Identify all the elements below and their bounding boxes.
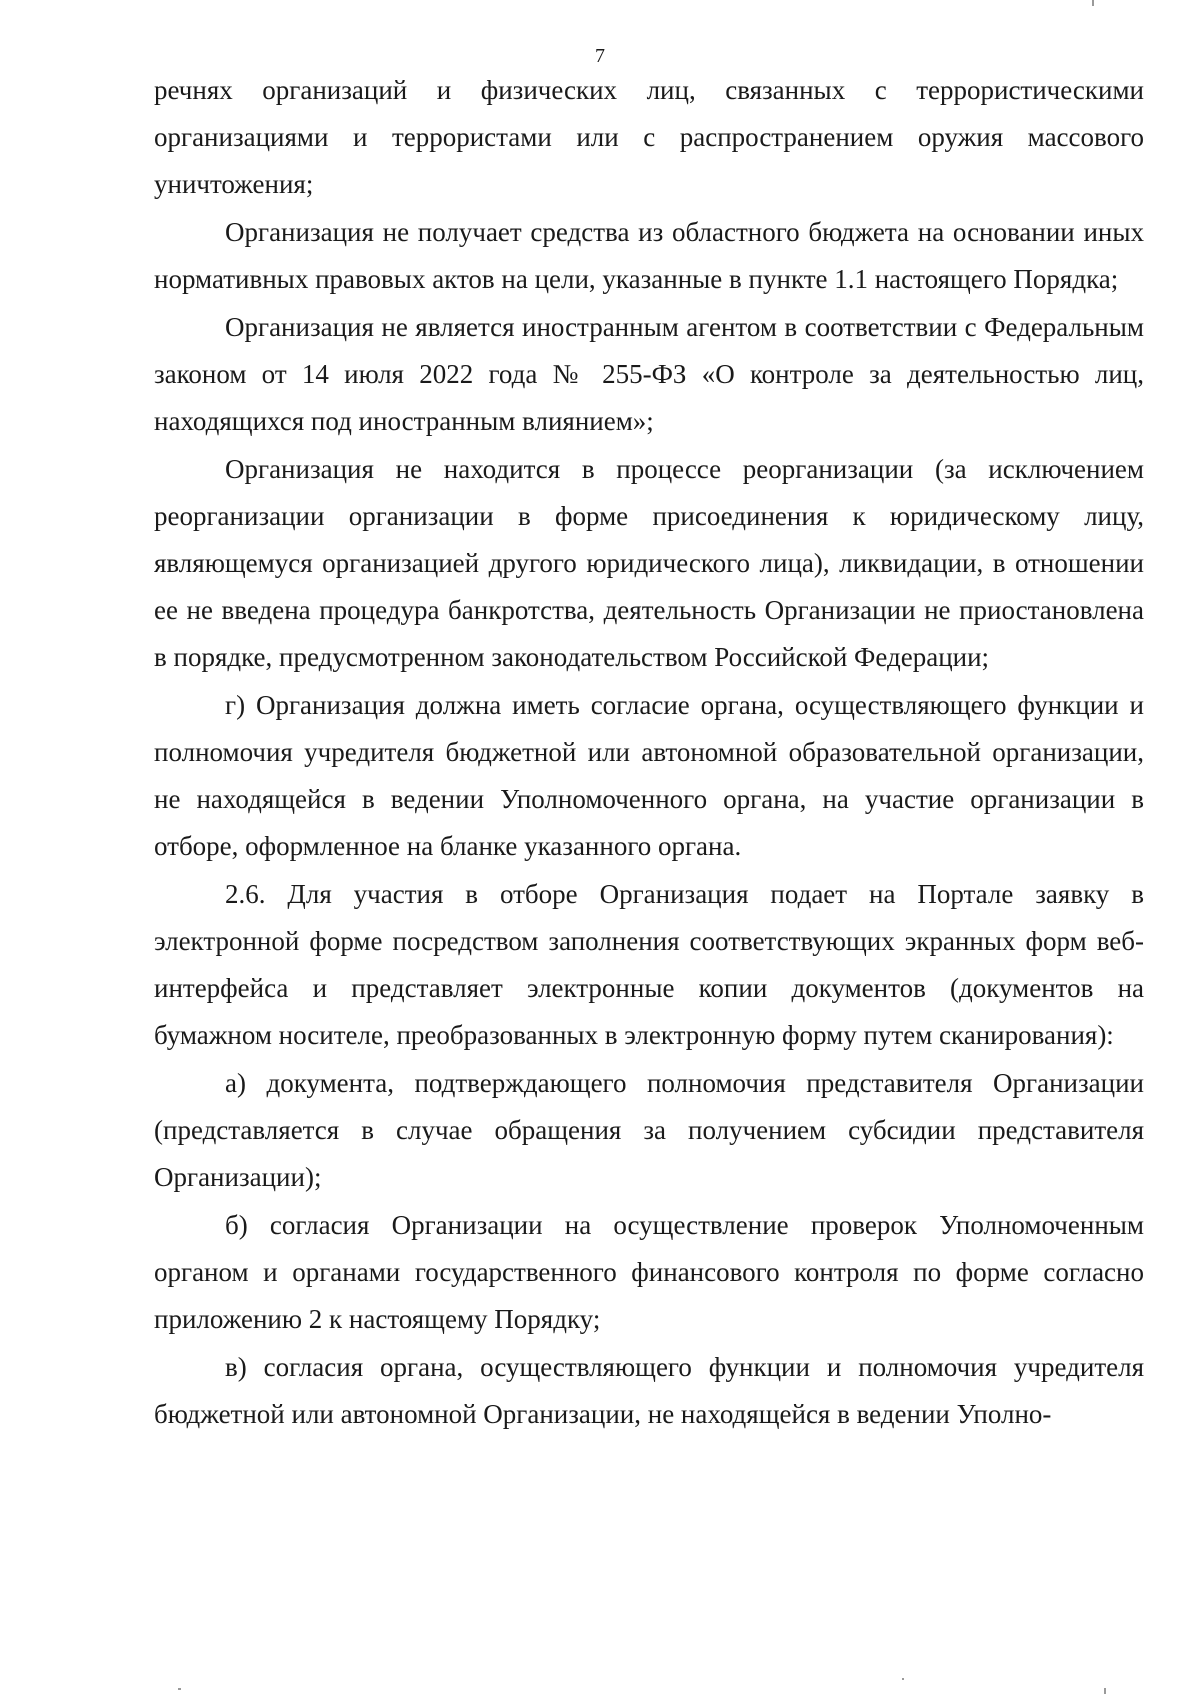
paragraph-item-a: а) документа, подтверждающего полномочия представителя Организации (представляется в случае обращения за получением субсидии представителя Организации); — [154, 1068, 1144, 1192]
document-body — [154, 67, 1144, 1438]
paragraph-founder-consent: г) Организация должна иметь согласие органа, осуществляющего функции и полномочия учредителя бюджетной или автономной образовательной организации, не находящейся в ведении Уполномоченного органа, на участие организации в отборе, оформленное на бланке указанного органа. — [154, 690, 1144, 861]
page-number: 7 — [595, 45, 605, 67]
paragraph-item-b: б) согласия Организации на осуществление проверок Уполномоченным органом и органами государственного финансового контроля по форме согласно приложению 2 к настоящему Порядку; — [154, 1210, 1144, 1334]
paragraph-list-continuation: речнях организаций и физических лиц, связанных с террористическими организациями и террористами или с распространением оружия массового уничтожения; — [154, 75, 1144, 199]
paragraph-not-foreign-agent: Организация не является иностранным агентом в соответствии с Федеральным законом от 14 июля 2022 года № 255-ФЗ «О контроле за деятельностью лиц, находящихся под иностранным влиянием»; — [154, 312, 1144, 436]
paragraph-no-budget-funds: Организация не получает средства из областного бюджета на основании иных нормативных правовых актов на цели, указанные в пункте 1.1 настоящего Порядка; — [154, 217, 1144, 294]
paragraph-item-v: в) согласия органа, осуществляющего функции и полномочия учредителя бюджетной или автономной Организации, не находящейся в ведении Уполно- — [154, 1352, 1144, 1429]
scan-artifact-bottom-right — [1104, 1688, 1106, 1694]
scan-artifact-bottom-center — [902, 1678, 904, 1680]
paragraph-no-reorganization: Организация не находится в процессе реорганизации (за исключением реорганизации организации в форме присоединения к юридическому лицу, являющемуся организацией другого юридического лица), ликвидации, в отношении ее не введена процедура банкротства, деятельность Организации не приостановлена в порядке, предусмотренном законодательством Российской Федерации; — [154, 454, 1144, 672]
paragraph-section-2-6: 2.6. Для участия в отборе Организация подает на Портале заявку в электронной форме посредством заполнения соответствующих экранных форм веб-интерфейса и представляет электронные копии документов (документов на бумажном носителе, преобразованных в электронную форму путем сканирования): — [154, 879, 1144, 1050]
scan-artifact-top-right — [1092, 0, 1094, 6]
scan-artifact-bottom-left — [178, 1688, 181, 1690]
